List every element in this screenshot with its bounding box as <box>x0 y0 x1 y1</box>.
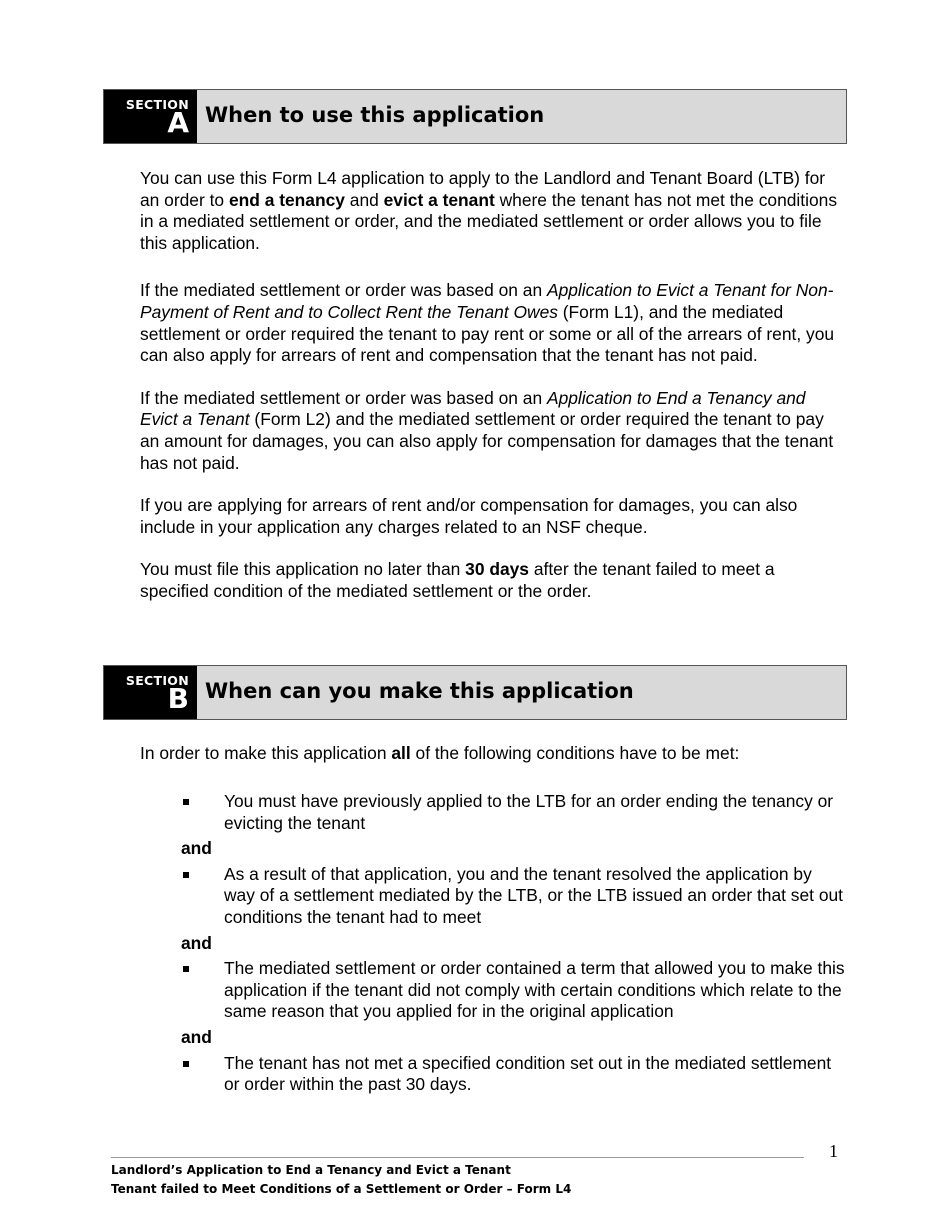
paragraph <box>140 559 845 602</box>
section-a-header <box>103 89 847 144</box>
italic-text: Application to Evict a Tenant for Non-Payment of Rent and to Collect Rent the Tenant Owes <box>140 280 834 322</box>
text-run: (Form L2) and the mediated settlement or order required the tenant to pay an amount for damages, you can also apply for compensation for damages that the tenant has not paid. <box>140 409 834 473</box>
text-run: If the mediated settlement or order was based on an <box>140 280 547 301</box>
page-number: 1 <box>829 1141 838 1161</box>
footer <box>111 1161 571 1199</box>
square-bullet-icon <box>183 1061 189 1067</box>
connector-and: and <box>181 1026 212 1047</box>
list-item-text: You must have previously applied to the LTB for an order ending the tenancy or evicting the tenant <box>224 791 834 833</box>
list-item <box>140 958 845 1023</box>
square-bullet-icon <box>183 799 189 805</box>
section-a-title: When to use this application <box>205 103 545 127</box>
section-b-intro <box>140 743 845 765</box>
square-bullet-icon <box>183 872 189 878</box>
section-letter: A <box>167 106 189 139</box>
section-b-header <box>103 665 847 720</box>
section-letter: B <box>167 682 189 715</box>
footer-divider <box>111 1157 804 1158</box>
footer-line-1: Landlord’s Application to End a Tenancy and Evict a Tenant <box>111 1163 511 1177</box>
text-run: In order to make this application <box>140 743 392 763</box>
text-run: You must file this application no later than <box>140 559 466 580</box>
paragraph <box>140 280 845 366</box>
square-bullet-icon <box>183 966 189 972</box>
section-a-body <box>140 168 845 603</box>
list-item-text: The mediated settlement or order contained a term that allowed you to make this application if the tenant did not comply with certain conditions which relate to the same reason that you applied for in the original application <box>224 958 845 1022</box>
text-run: You can use this Form L4 application to apply to the Landlord and Tenant Board (LTB) for an order to <box>140 168 826 210</box>
text-run: after the tenant failed to meet a specified condition of the mediated settlement or the order. <box>140 559 775 601</box>
conditions-list <box>140 791 845 1096</box>
paragraph: If you are applying for arrears of rent and/or compensation for damages, you can also include in your application any charges related to an NSF cheque. <box>140 495 798 537</box>
list-item <box>140 1053 845 1096</box>
section-b-tag <box>104 666 197 719</box>
connector-and: and <box>181 932 212 953</box>
list-item-text: As a result of that application, you and the tenant resolved the application by way of a settlement mediated by the LTB, or the LTB issued an order that set out conditions the tenant had to meet <box>224 863 843 927</box>
italic-text: Application to End a Tenancy and Evict a Tenant <box>140 387 806 430</box>
paragraph <box>140 743 845 765</box>
footer-line-2: Tenant failed to Meet Conditions of a Settlement or Order – Form L4 <box>111 1182 572 1196</box>
text-run: where the tenant has not met the conditions in a mediated settlement or order, and the mediated settlement or order allows you to file this application. <box>140 189 838 253</box>
section-a-tag <box>104 90 197 143</box>
bold-text: all <box>391 743 411 763</box>
text-run: and <box>344 189 384 210</box>
list-item-text: The tenant has not met a specified condition set out in the mediated settlement or order within the past 30 days. <box>224 1052 832 1095</box>
text-run: of the following conditions have to be met: <box>410 743 740 763</box>
section-label: SECTION <box>125 673 189 688</box>
text-run: If the mediated settlement or order was based on an <box>140 387 547 408</box>
paragraph <box>140 388 845 474</box>
list-item <box>140 864 845 929</box>
bold-text: 30 days <box>465 559 529 580</box>
section-label: SECTION <box>125 97 189 112</box>
connector-and: and <box>181 838 212 859</box>
paragraph <box>140 168 845 254</box>
text-run: (Form L1), and the mediated settlement or order required the tenant to pay rent or some or all of the arrears of rent, you can also apply for arrears of rent and compensation that the tenant has not paid. <box>140 301 835 366</box>
bold-text: end a tenancy <box>228 189 345 210</box>
section-b-title: When can you make this application <box>205 679 634 703</box>
list-item <box>140 791 845 834</box>
bold-text: evict a tenant <box>383 189 495 210</box>
